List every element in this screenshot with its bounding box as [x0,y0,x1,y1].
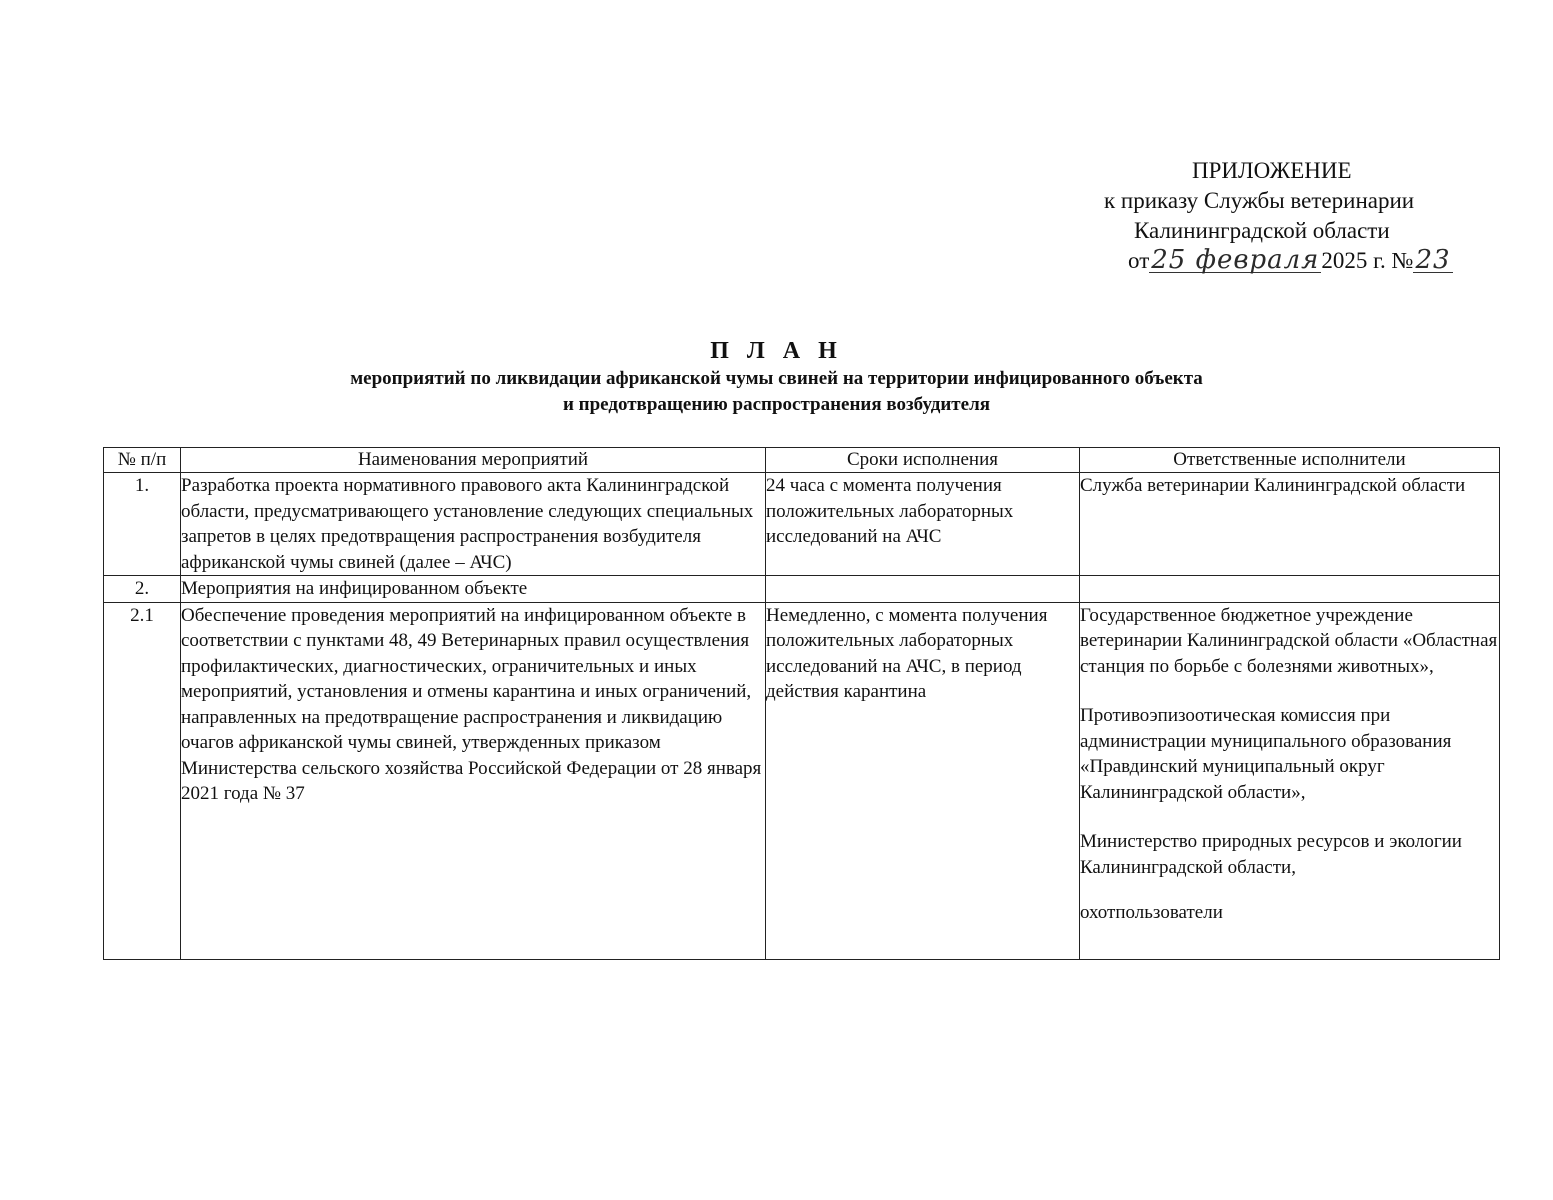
row-activity: Обеспечение проведения мероприятий на инфицированном объекте в соответствии с пунктами 48, 49 Ветеринарных правил осуществления профилактических, диагностических, ограничительных и иных мероприятий, установления и отмены карантина и иных ограничений, направленных на предотвращение распространения и ликвидацию очагов африканской чумы свиней, утвержденных приказом Министерства сельского хозяйства Российской Федерации от 28 января 2021 года № 37 [181,602,766,959]
responsible-entry: Противоэпизоотическая комиссия при администрации муниципального образования «Правдинский муниципальный округ Калининградской области», [1080,705,1452,803]
table-row [104,473,1500,576]
row-number: 2.1 [104,602,181,959]
spacer [1080,805,1499,829]
appendix-heading: ПРИЛОЖЕНИЕ [1192,158,1352,183]
header-term: Сроки исполнения [766,448,1080,473]
table-row [104,576,1500,603]
header-num: № п/п [104,448,181,473]
appendix-order-line: к приказу Службы ветеринарии [1104,188,1415,213]
plan-table [103,447,1500,960]
row-term [766,576,1080,603]
plan-subtitle-2: и предотвращению распространения возбудителя [562,394,991,415]
header-responsible: Ответственные исполнители [1080,448,1500,473]
row-responsible [1080,576,1500,603]
row-number: 2. [104,576,181,603]
spacer [1080,880,1499,900]
appendix-region-line: Калининградской области [1134,218,1390,243]
row-term: Немедленно, с момента получения положительных лабораторных исследований на АЧС, в период действия карантина [766,602,1080,959]
header-name: Наименования мероприятий [181,448,766,473]
responsible-entry: Служба ветеринарии Калининградской области [1080,475,1466,496]
responsible-entry: Государственное бюджетное учреждение ветеринарии Калининградской области «Областная станция по борьбе с болезнями животных», [1080,604,1498,677]
responsible-entry: Министерство природных ресурсов и экологии Калининградской области, [1080,831,1462,878]
table-row [104,602,1500,959]
responsible-entry: охотпользователи [1080,902,1223,923]
appendix-date-line [1050,246,1530,276]
year-text: 2025 г. № [1321,248,1414,273]
table-header-row [104,448,1500,473]
document-title [0,336,1553,418]
row-responsible [1080,473,1500,576]
appendix-block [1050,156,1530,276]
row-term: 24 часа с момента получения положительных лабораторных исследований на АЧС [766,473,1080,576]
date-prefix: от [1128,248,1150,273]
handwritten-date: 25 февраля [1151,245,1320,275]
row-number: 1. [104,473,181,576]
spacer [1080,679,1499,703]
handwritten-number: 23 [1415,245,1451,275]
row-responsible [1080,602,1500,959]
plan-heading: П Л А Н [710,338,843,364]
row-activity: Разработка проекта нормативного правового акта Калининградской области, предусматривающего установление следующих специальных запретов в целях предотвращения распространения возбудителя африканской чумы свиней (далее – АЧС) [181,473,766,576]
plan-subtitle-1: мероприятий по ликвидации африканской чумы свиней на территории инфицированного объекта [350,368,1203,389]
row-activity: Мероприятия на инфицированном объекте [181,576,766,603]
